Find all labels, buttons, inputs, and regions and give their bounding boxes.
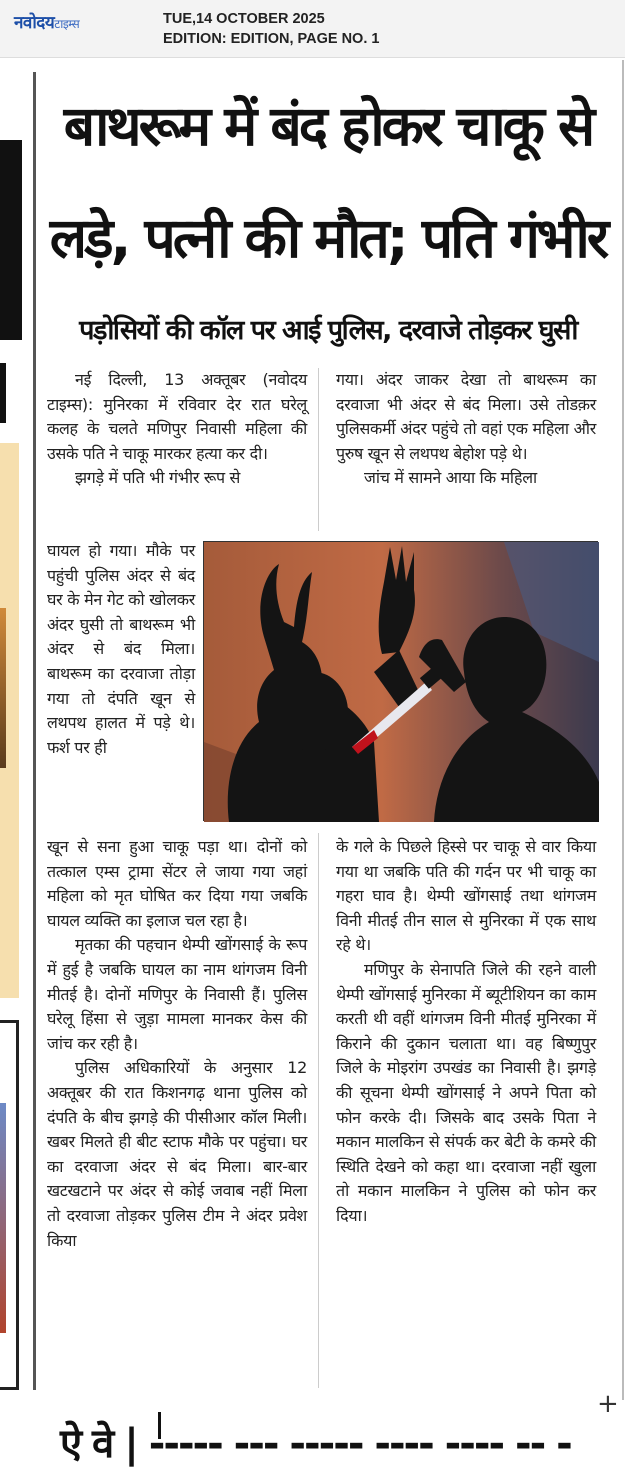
column-rule bbox=[33, 72, 36, 1390]
article-headline bbox=[38, 70, 618, 294]
paragraph-wounds: के गले के पिछले हिस्से पर चाकू से वार किया गया था जबकि पति की गर्दन पर भी चाकू का गहरा घाव है। थेम्पी खोंगसाई तथा थांगजम विनी मीतई तीन साल से मुनिरका में एक साथ रहे थे। bbox=[336, 837, 596, 955]
column-1-wrap bbox=[47, 539, 195, 760]
edition-date: TUE,14 OCTOBER 2025 bbox=[163, 11, 325, 27]
paragraph-investigation-intro: जांच में सामने आया कि महिला bbox=[364, 468, 537, 488]
logo-subtext: टाइम्स bbox=[54, 17, 80, 31]
next-article-fragment bbox=[0, 1412, 625, 1467]
column-gutter bbox=[318, 833, 319, 1388]
adjacent-article-fragment bbox=[0, 58, 30, 1439]
crop-mark-icon: + bbox=[597, 1389, 619, 1419]
page-edge bbox=[622, 60, 624, 1400]
edition-info bbox=[163, 9, 379, 49]
article-photo[interactable] bbox=[203, 541, 598, 821]
headline-line-1: बाथरूम में बंद होकर चाकू से bbox=[63, 94, 593, 158]
next-headline-fragment: ऐ वे | ----- --- ----- ---- ---- -- - bbox=[60, 1421, 571, 1467]
edition-page: EDITION: EDITION, PAGE NO. 1 bbox=[163, 31, 380, 47]
paragraph-knife: खून से सना हुआ चाकू पड़ा था। दोनों को तत्काल एम्स ट्रामा सेंटर ले जाया गया जहां महिला को मृत घोषित कर दिया गया जबकि घायल व्यक्ति का इलाज चल रहा है। bbox=[47, 837, 307, 930]
masthead-bar bbox=[0, 0, 625, 58]
newspaper-logo[interactable] bbox=[14, 10, 79, 33]
paragraph-dateline: नई दिल्ली, 13 अक्तूबर (नवोदय टाइम्स): मुनिरका में रविवार देर रात घरेलू कलह के चलते मणिपुर निवासी महिला की उसके पति ने चाकू मारकर हत्या कर दी। bbox=[47, 370, 307, 463]
headline-line-2: लड़े, पत्नी की मौत; पति गंभीर bbox=[49, 206, 607, 270]
logo-text: नवोदय bbox=[14, 13, 55, 33]
knife-fight-illustration bbox=[204, 542, 599, 822]
paragraph-col2-continued: गया। अंदर जाकर देखा तो बाथरूम का दरवाजा भी अंदर से बंद मिला। उसे तोडक़र पुलिसकर्मी अंदर पहुंचे तो वहां एक महिला और पुरुष खून से लथपथ बेहोश पड़े थे। bbox=[336, 370, 596, 463]
article-subheadline: पड़ोसियों की कॉल पर आई पुलिस, दरवाजे तोड़कर घुसी bbox=[79, 315, 577, 346]
column-2-top bbox=[336, 368, 596, 491]
paragraph-intro: झगड़े में पति भी गंभीर रूप से bbox=[75, 468, 241, 488]
paragraph-wrap: घायल हो गया। मौके पर पहुंची पुलिस अंदर से बंद घर के मेन गेट को खोलकर अंदर घुसी तो बाथरूम भी अंदर से बंद मिला। बाथरूम का दरवाजा तोड़ा गया तो दंपति खून से लथपथ हालत में पड़े थे। फर्श पर ही bbox=[47, 541, 195, 757]
paragraph-identity: मृतका की पहचान थेम्पी खोंगसाई के रूप में हुई है जबकि घायल का नाम थांगजम विनी मीतई है। दोनों मणिपुर के निवासी हैं। पुलिस घरेलू हिंसा से जुड़ा मामला मानकर केस की जांच कर रही है। bbox=[47, 935, 307, 1053]
column-2-bottom bbox=[336, 835, 596, 1229]
column-1-bottom bbox=[47, 835, 307, 1253]
column-gutter bbox=[318, 368, 319, 531]
paragraph-police: पुलिस अधिकारियों के अनुसार 12 अक्तूबर की रात किशनगढ़ थाना पुलिस को दंपति के बीच झगड़े की पीसीआर कॉल मिली। खबर मिलते ही बीट स्टाफ मौके पर पहुंचा। घर का दरवाजा अंदर से बंद मिला। बार-बार खटखटाने पर अंदर से कोई जवाब नहीं मिला तो दरवाजा तोड़कर पुलिस टीम ने अंदर प्रवेश किया bbox=[47, 1058, 307, 1250]
column-1-top bbox=[47, 368, 307, 491]
paragraph-background: मणिपुर के सेनापति जिले की रहने वाली थेम्पी खोंगसाई मुनिरका में ब्यूटीशियन का काम करती थी वहीं थांगजम विनी मीतई मुनिरका में किराने की दुकान चलाता था। वह बिष्णुपुर जिले के मोइरांग उपखंड का निवासी है। झगड़े की सूचना थेम्पी खोंगसाई ने अपने पिता को फोन करके दी। जिसके बाद उसके पिता ने मकान मालकिन से संपर्क कर बेटी के कमरे की स्थिति देखने को कहा था। दरवाजा नहीं खुला तो मकान मालकिन ने पुलिस को फोन कर दिया। bbox=[336, 959, 596, 1225]
